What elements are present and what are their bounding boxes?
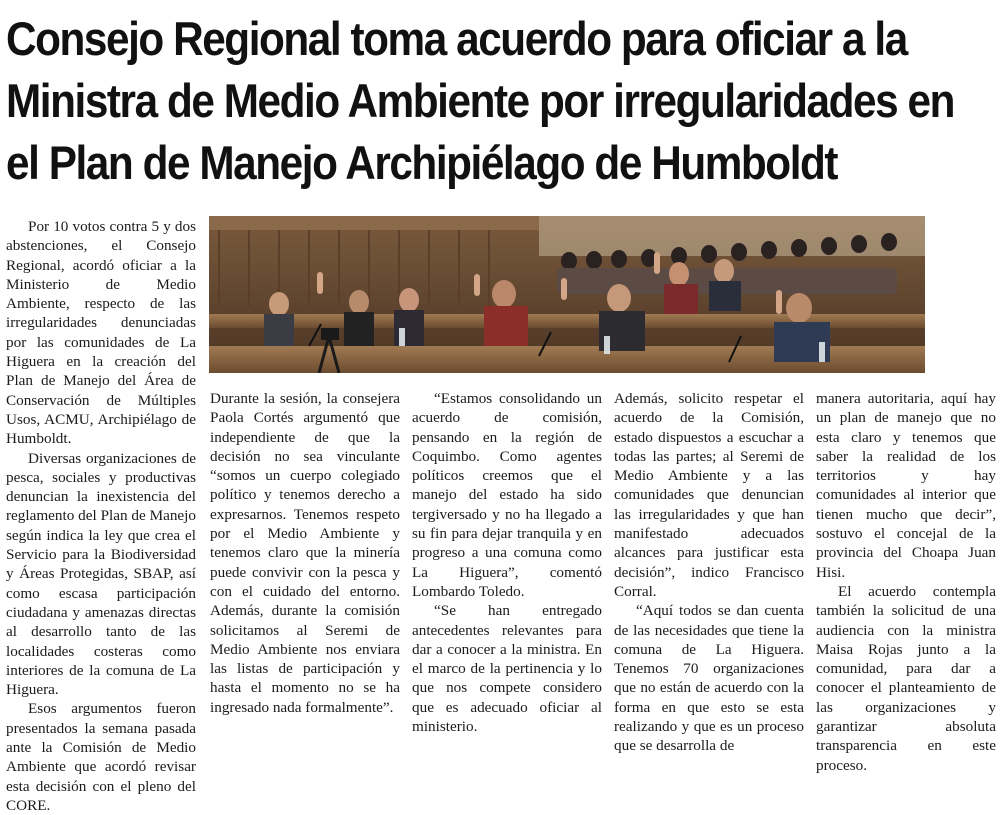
paragraph: “Aquí todos se dan cuenta de las necesidades que tiene la comuna de La Higuera. Tenemos 70 organizaciones que no están de acuerdo con la forma en que esto se esta realizando y que es un proceso que se desarrolla de (614, 602, 804, 755)
paragraph: El acuerdo contempla también la solicitud de una audiencia con la ministra Maisa Rojas junto a la comunidad, para dar a conocer el planteamiento de las organizaciones y garantizar absoluta transparencia en este proceso. (816, 582, 996, 774)
headline-line-1: Consejo Regional toma acuerdo para oficiar a la (6, 12, 907, 65)
paragraph: “Se han entregado antecedentes relevantes para dar a conocer a la ministra. En el marco de la pertinencia y lo que nos compete considero que es adecuado oficiar al ministerio. (412, 602, 602, 736)
article-column-5 (816, 389, 996, 775)
headline (6, 8, 996, 194)
council-session-photo (209, 216, 925, 373)
article-column-3 (412, 389, 602, 736)
paragraph: Por 10 votos contra 5 y dos abstenciones, el Consejo Regional, acordó oficiar a la Ministerio de Medio Ambiente, respecto de las irregularidades denunciadas por las comunidades de La Higuera en la creación del Plan de Manejo del Área de Conservación de Múltiples Usos, ACMU, Archipiélago de Humboldt. (6, 218, 196, 448)
paragraph: Esos argumentos fueron presentados la semana pasada ante la Comisión de Medio Ambiente que acordó revisar esta decisión con el pleno del CORE. (6, 700, 196, 814)
paragraph: Durante la sesión, la consejera Paola Cortés argumentó que independiente de que la decisión no sea vinculante “somos un cuerpo colegiado político y tenemos derecho a expresarnos. Tenemos respeto por el Medio Ambiente y tenemos claro que la minería puede convivir con la pesca y con el cuidado del entorno. Además, durante la comisión solicitamos al Seremi de Medio Ambiente nos enviara las listas de participación y hasta el momento no se ha ingresado nada formalmente”. (210, 390, 400, 716)
paragraph: manera autoritaria, aquí hay un plan de manejo que no esta claro y tenemos que saber la realidad de los territorios y hay comunidades al interior que tienen mucho que decir”, sostuvo el concejal de la provincia del Choapa Juan Hisi. (816, 390, 996, 581)
paragraph: Además, solicito respetar el acuerdo de la Comisión, estado dispuestos a escuchar a todas las partes; al Seremi de Medio Ambiente y a las comunidades que denuncian las irregularidades y que han manifestado adecuados alcances para justificar esta decisión”, indico Francisco Corral. (614, 390, 804, 600)
headline-line-2: Ministra de Medio Ambiente por irregularidades en (6, 74, 954, 127)
headline-line-3: el Plan de Manejo Archipiélago de Humboldt (6, 136, 838, 189)
article-column-1 (6, 217, 196, 815)
paragraph: Diversas organizaciones de pesca, sociales y productivas denuncian la inexistencia del reglamento del Plan de Manejo según indica la ley que crea el Servicio para la Biodiversidad y Áreas Protegidas, SBAP, así como escasa participación ciudadana y amenazas directas al desarrollo tanto de las localidades costeras como interiores de la comuna de La Higuera. (6, 449, 196, 699)
article-column-4 (614, 389, 804, 756)
paragraph: “Estamos consolidando un acuerdo de comisión, pensando en la región de Coquimbo. Como agentes políticos creemos que el manejo del estado ha sido tergiversado y no ha llegado a su fin para dejar tranquila y en progreso a una comuna como La Higuera”, comentó Lombardo Toledo. (412, 390, 602, 600)
